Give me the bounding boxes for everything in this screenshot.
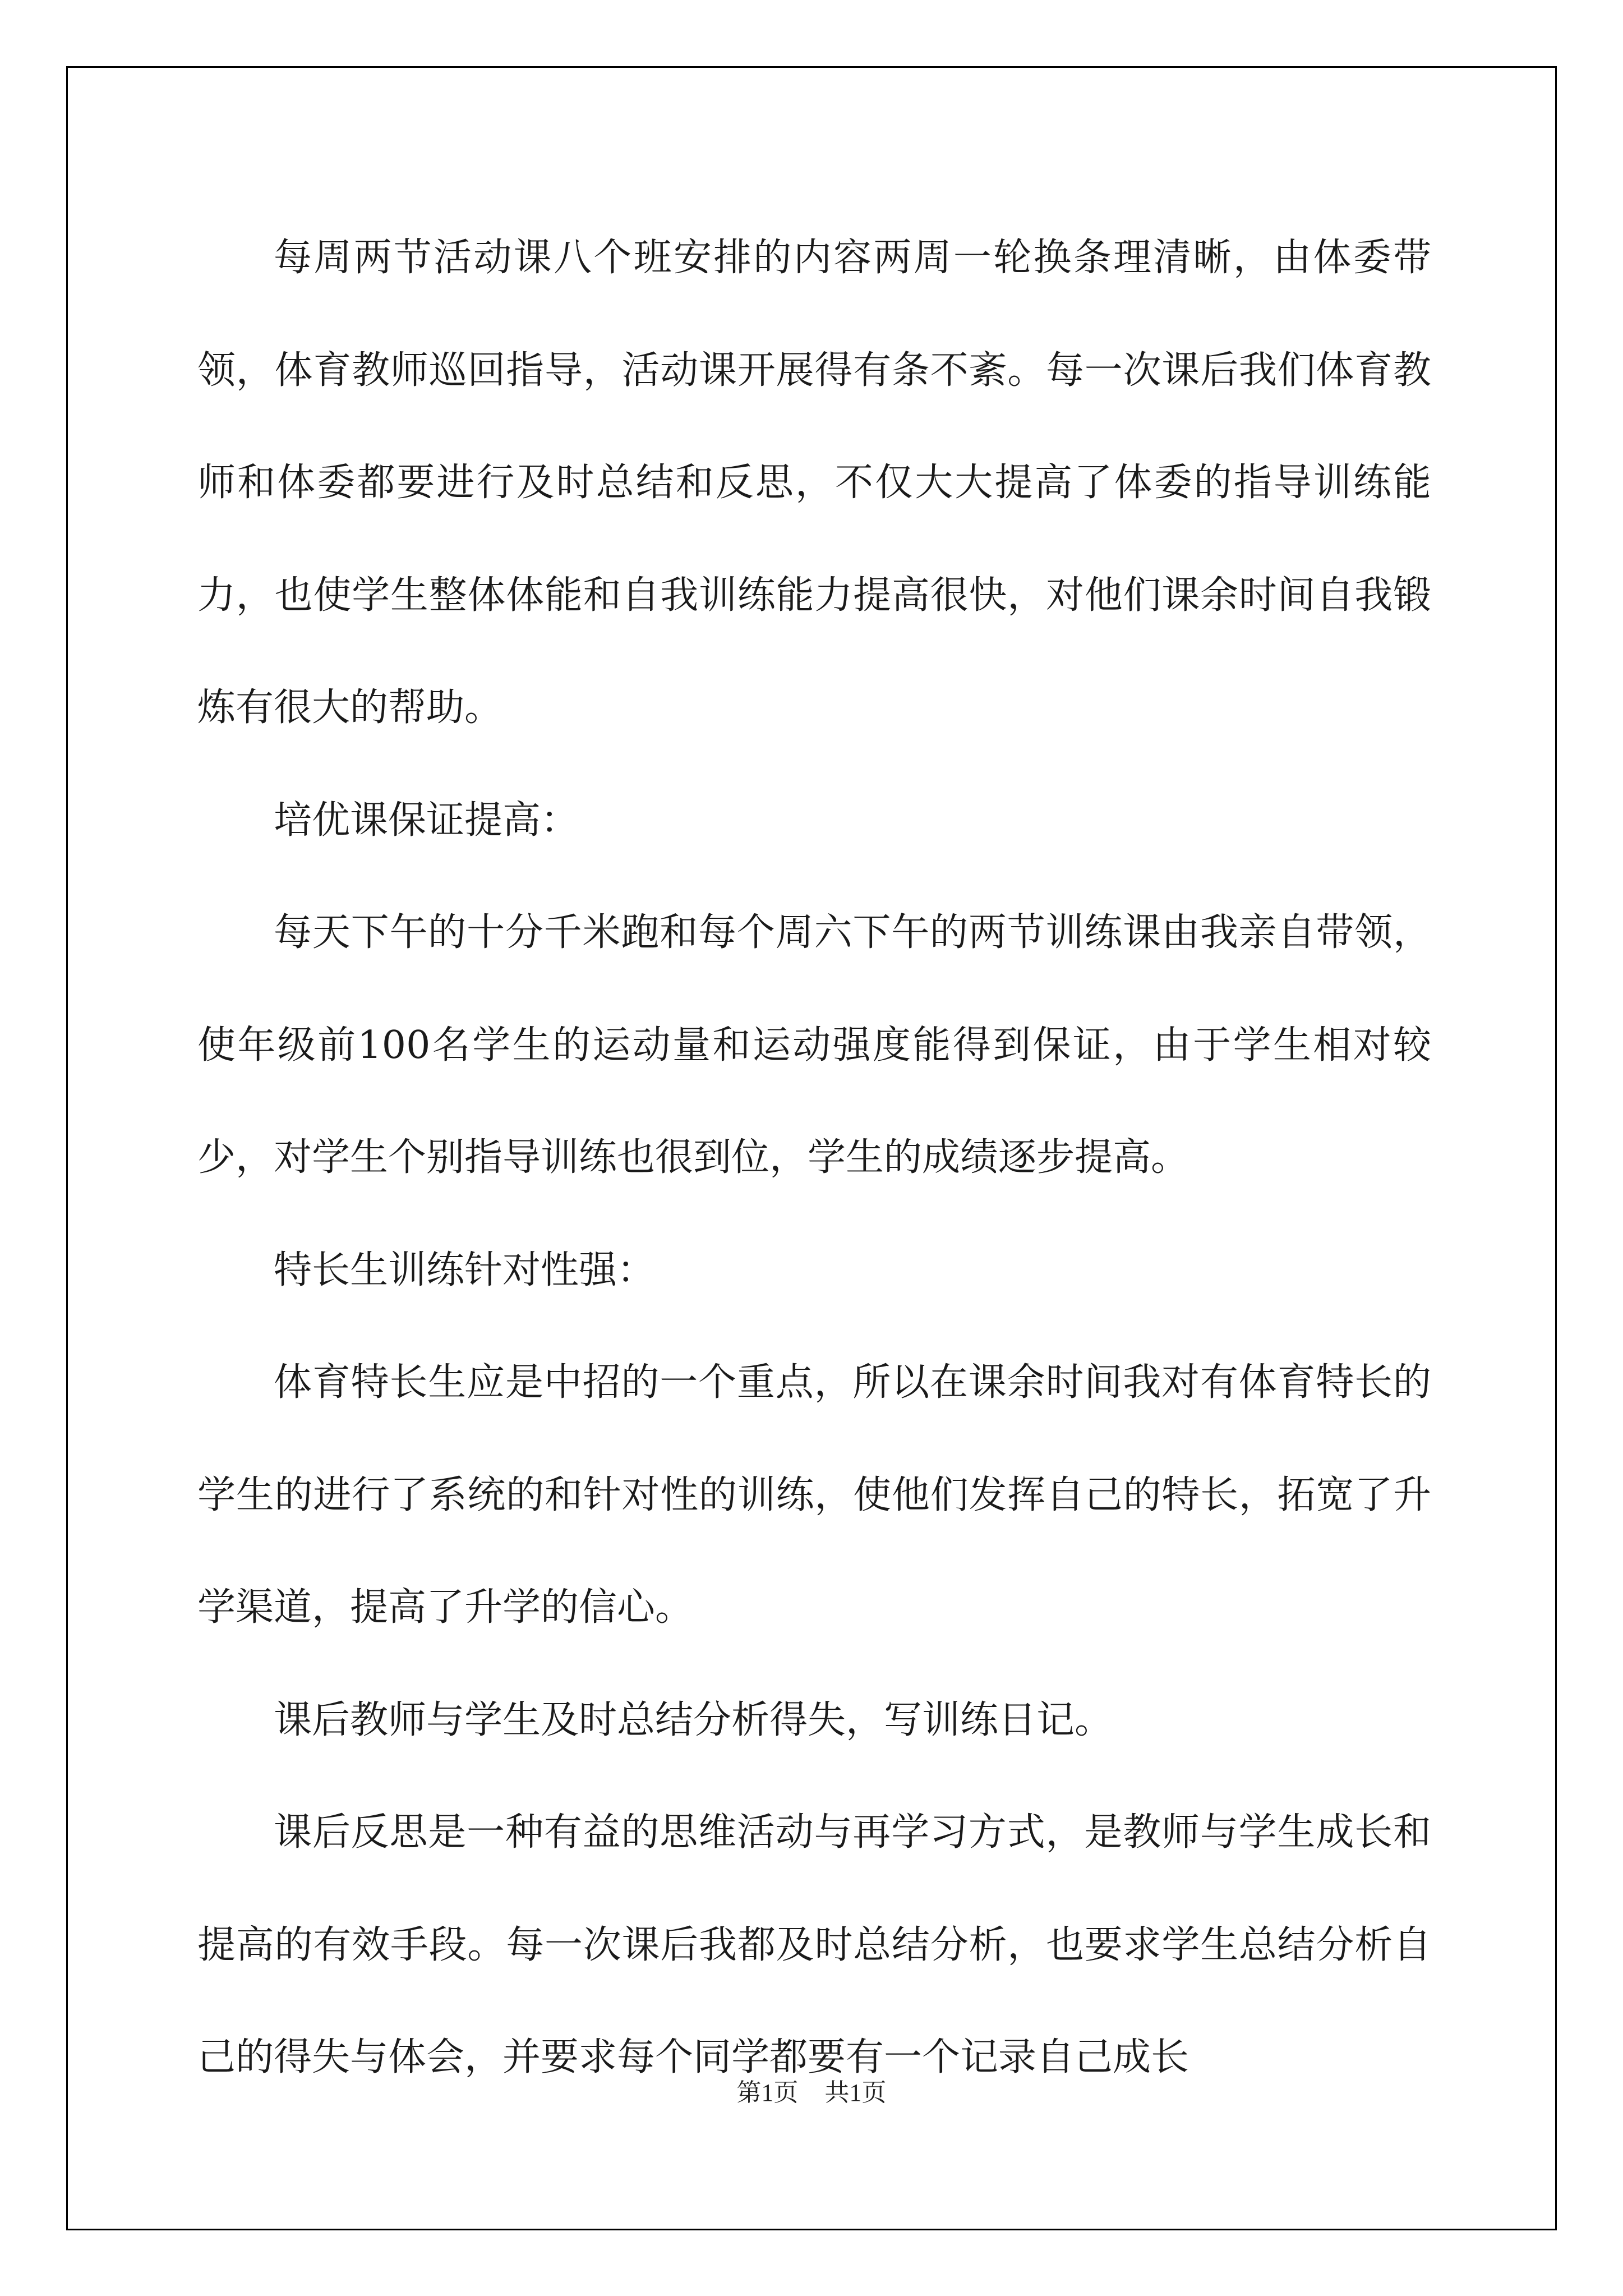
paragraph: 课后反思是一种有益的思维活动与再学习方式，是教师与学生成长和提高的有效手段。每一次课后我都及时总结分析，也要求学生总结分析自己的得失与体会，并要求每个同学都要有一个记录自己成长 [197,1810,1431,2079]
page-number-total: 共1页 [824,2079,887,2106]
document-body [197,202,1431,2114]
paragraph: 每周两节活动课八个班安排的内容两周一轮换条理清晰，由体委带领，体育教师巡回指导，活动课开展得有条不紊。每一次课后我们体育教师和体委都要进行及时总结和反思，不仅大大提高了体委的指导训练能力，也使学生整体体能和自我训练能力提高很快，对他们课余时间自我锻炼有很大的帮助。 [197,236,1431,730]
section-heading: 课后教师与学生及时总结分析得失，写训练日记。 [274,1697,1113,1742]
section-heading: 特长生训练针对性强： [274,1248,656,1292]
section-heading: 培优课保证提高： [274,798,579,843]
page-number-current: 第1页 [736,2079,799,2106]
page-footer [0,2072,1623,2108]
paragraph: 体育特长生应是中招的一个重点，所以在课余时间我对有体育特长的学生的进行了系统的和针对性的训练，使他们发挥自己的特长，拓宽了升学渠道，提高了升学的信心。 [197,1360,1431,1630]
paragraph: 每天下午的十分千米跑和每个周六下午的两节训练课由我亲自带领，使年级前100名学生的运动量和运动强度能得到保证，由于学生相对较少，对学生个别指导训练也很到位，学生的成绩逐步提高。 [197,910,1431,1180]
